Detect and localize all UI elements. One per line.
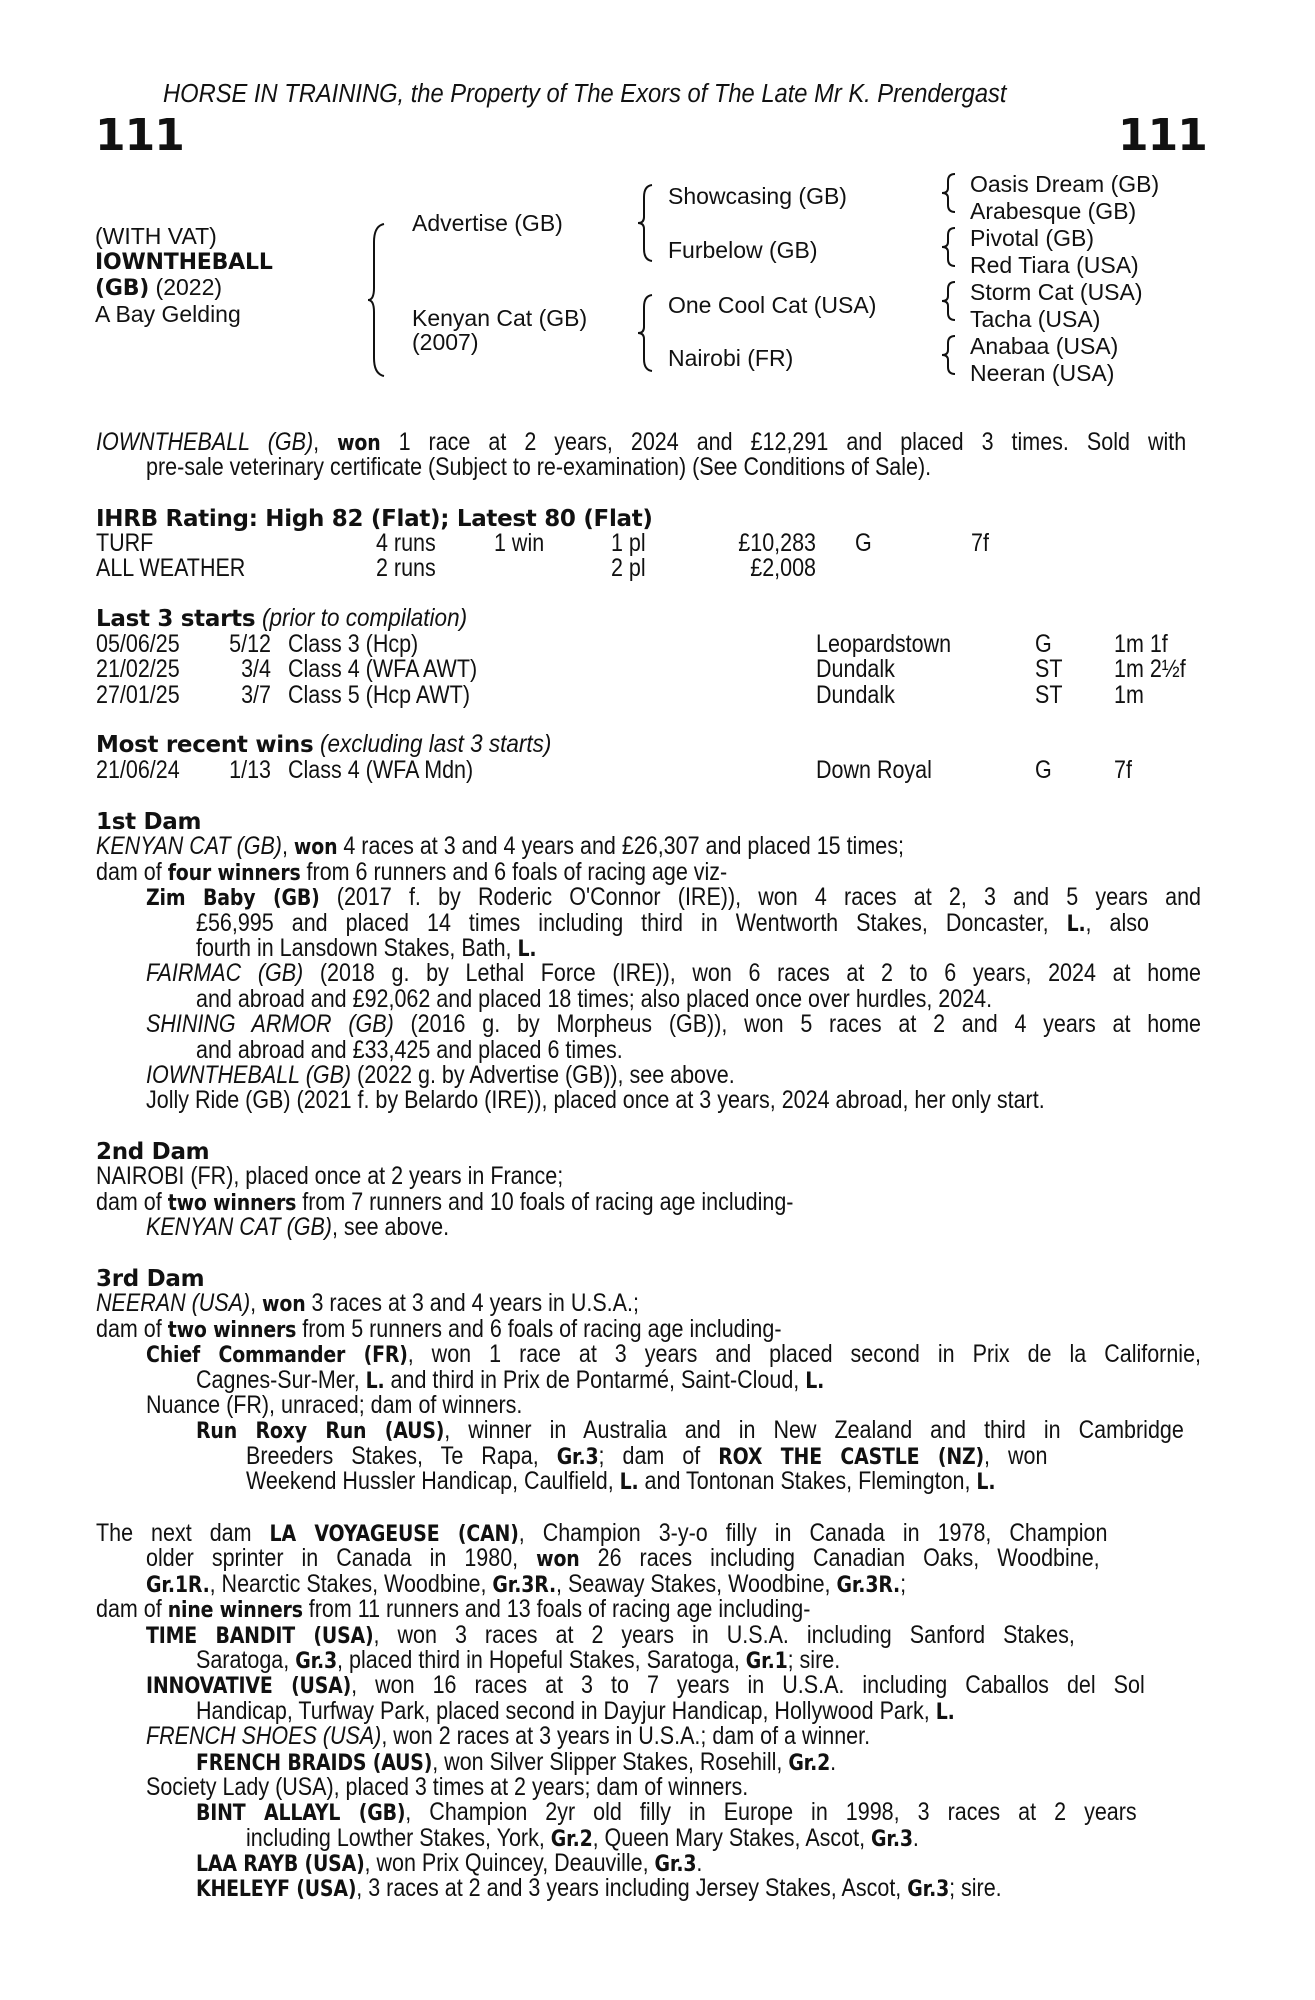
bold-text: Chief Commander (FR)	[146, 1343, 408, 1369]
italic-horse-name: FAIRMAC (GB)	[146, 959, 304, 988]
dam-text-line	[96, 857, 1201, 886]
pedigree-great-grandparents	[970, 171, 1159, 387]
bold-text: ROX THE CASTLE (NZ)	[718, 1444, 985, 1470]
dam-text-line	[96, 1342, 1201, 1367]
text-segment: from 11 runners and 13 foals of racing age including-	[302, 1595, 811, 1624]
text-segment: and third in Prix de Pontarmé, Saint-Cloud,	[384, 1365, 806, 1394]
pedigree-gg-8: Neeran (USA)	[970, 360, 1115, 386]
dam-text-line	[96, 961, 1201, 986]
bold-text: KHELEYF (USA)	[196, 1877, 357, 1903]
italic-horse-name: FRENCH SHOES (USA)	[146, 1722, 382, 1751]
text-segment: and Tontonan Stakes, Flemington,	[638, 1467, 977, 1496]
rating-surface: TURF	[96, 529, 154, 557]
bold-text: two winners	[167, 1190, 297, 1216]
rating-row	[96, 531, 1206, 556]
dam-text-line	[96, 1645, 1201, 1674]
pedigree-gg-1: Oasis Dream (GB)	[970, 171, 1160, 197]
text-segment: ,	[281, 832, 294, 861]
bold-text: Gr.3	[556, 1444, 599, 1470]
text-segment: , won 2 races at 3 years in U.S.A.; dam of a winner.	[381, 1722, 871, 1751]
rating-surface: ALL WEATHER	[96, 554, 246, 583]
bold-text: L.	[619, 1470, 639, 1496]
dam-text-line	[96, 1772, 1201, 1801]
text-segment: including Lowther Stakes, York,	[246, 1823, 551, 1852]
rating-table	[96, 531, 1206, 582]
last-starts-title: Last 3 starts	[96, 606, 256, 632]
text-segment: , won	[984, 1441, 1048, 1470]
rating-going: G	[855, 529, 872, 557]
dam-heading	[96, 1139, 1201, 1164]
rating-runs: 4 runs	[376, 529, 436, 557]
bold-text: FRENCH BRAIDS (AUS)	[196, 1750, 433, 1776]
rating-row	[96, 556, 1206, 581]
dam-text-line	[96, 1747, 1201, 1776]
rating-distance: 7f	[971, 529, 989, 557]
text-segment: NAIROBI (FR), placed once at 2 years in France;	[96, 1162, 564, 1191]
rating-heading: IHRB Rating: High 82 (Flat); Latest 80 (Flat)	[96, 506, 653, 532]
bold-text: Gr.1R.	[146, 1572, 210, 1598]
race-class: Class 5 (Hcp AWT)	[288, 680, 470, 709]
dam-text-line	[96, 1876, 1201, 1901]
recent-wins-note: (excluding last 3 starts)	[320, 730, 552, 758]
text-segment: (2018 g. by Lethal Force (IRE)), won 6 races at 2 to 6 years, 2024 at home	[303, 959, 1202, 988]
dam-text-line	[96, 1164, 1201, 1189]
race-class: Class 4 (WFA Mdn)	[288, 756, 474, 784]
bold-text: Gr.3	[654, 1852, 697, 1878]
pedigree-brace-main	[366, 222, 390, 378]
text-segment: , won 16 races at 3 to 7 years in U.S.A. including Caballos del Sol	[351, 1671, 1145, 1700]
text-segment: (2016 g. by Morpheus (GB)), won 5 races at 2 and 4 years at home	[393, 1010, 1202, 1039]
race-distance: 7f	[1114, 756, 1132, 784]
text-segment: ; dam of	[598, 1441, 719, 1470]
race-distance: 1m 1f	[1114, 630, 1168, 658]
text-segment: ; sire.	[949, 1874, 1002, 1903]
dam-text-line	[96, 1418, 1201, 1443]
dam-text-line	[96, 1724, 1201, 1749]
bold-text: L.	[805, 1368, 825, 1394]
text-segment: , won Prix Quincey, Deauville,	[364, 1849, 655, 1878]
pedigree-dam	[412, 306, 587, 354]
dam-text-line	[96, 1187, 1201, 1216]
horse-name: IOWNTHEBALL	[95, 249, 273, 275]
dam-text-line	[96, 1521, 1201, 1546]
dam-text-line	[96, 1390, 1201, 1419]
dam-section-2nd	[96, 1139, 1201, 1241]
dam-text-line	[96, 1569, 1201, 1598]
text-segment: and abroad and £92,062 and placed 18 times; also placed once over hurdles, 2024.	[196, 984, 993, 1013]
text-segment: dam of	[96, 857, 168, 886]
text-segment: , placed third in Hopeful Stakes, Saratoga,	[337, 1645, 746, 1674]
rating-section	[96, 506, 653, 531]
recent-wins-table	[96, 758, 1206, 783]
bold-text: won	[337, 431, 381, 456]
rating-runs: 2 runs	[376, 554, 436, 583]
bold-text: Run Roxy Run (AUS)	[196, 1419, 445, 1445]
text-segment: Nuance (FR), unraced; dam of winners.	[146, 1390, 523, 1419]
rating-prize: £2,008	[750, 554, 816, 583]
bold-text: four winners	[167, 860, 301, 886]
dam-text-line	[96, 1035, 1201, 1064]
rating-prize: £10,283	[738, 529, 816, 557]
italic-horse-name: KENYAN CAT (GB)	[96, 832, 282, 861]
recent-wins-heading	[96, 732, 577, 758]
pedigree-gg-2: Arabesque (GB)	[970, 198, 1137, 224]
text-segment: , Seaway Stakes, Woodbine,	[556, 1569, 837, 1598]
rating-wins: 1 win	[494, 529, 545, 557]
dam-text-line	[96, 1800, 1201, 1825]
dam-text-line	[96, 1823, 1201, 1852]
race-class: Class 3 (Hcp)	[288, 630, 419, 658]
text-segment: , winner in Australia and in New Zealand and third in Cambridge	[444, 1416, 1184, 1445]
dam-text-line	[96, 1365, 1201, 1394]
dam-heading	[96, 1266, 1201, 1291]
bold-text: Gr.3R.	[836, 1572, 901, 1598]
race-course: Dundalk	[816, 680, 895, 709]
dam-text-line	[96, 1469, 1201, 1494]
text-segment: and abroad and £33,425 and placed 6 times.	[196, 1035, 623, 1064]
pedigree-gg-4: Red Tiara (USA)	[970, 252, 1139, 278]
race-class: Class 4 (WFA AWT)	[288, 655, 478, 684]
text-segment: Society Lady (USA), placed 3 times at 2 years; dam of winners.	[146, 1772, 749, 1801]
pedigree-grandparent-4: Nairobi (FR)	[668, 345, 794, 371]
race-date: 21/02/25	[96, 655, 180, 684]
bold-text: LAA RAYB (USA)	[196, 1852, 365, 1878]
rating-placed: 1 pl	[611, 529, 646, 557]
bold-text: BINT ALLAYL (GB)	[196, 1801, 406, 1827]
dam-text-line	[96, 1291, 1201, 1316]
text-segment: (2022 g. by Advertise (GB)), see above.	[351, 1060, 735, 1089]
dam-text-line	[96, 1620, 1201, 1649]
italic-horse-name: IOWNTHEBALL (GB)	[96, 428, 314, 456]
text-segment: , won 3 races at 2 years in U.S.A. including Sanford Stakes,	[373, 1620, 1075, 1649]
bold-text: Gr.3	[295, 1648, 338, 1674]
text-segment: ,	[250, 1289, 263, 1318]
dam-text-line	[96, 1546, 1201, 1571]
bold-text: two winners	[167, 1317, 297, 1343]
text-segment: ,	[313, 428, 338, 456]
pedigree-sire: Advertise (GB)	[412, 210, 563, 236]
last-starts-heading	[96, 606, 490, 632]
summary-line	[96, 455, 1201, 480]
text-segment: Handicap, Turfway Park, placed second in Dayjur Handicap, Hollywood Park,	[196, 1696, 936, 1725]
text-segment: 4 races at 3 and 4 years and £26,307 and placed 15 times;	[337, 832, 904, 861]
race-row	[96, 758, 1206, 783]
text-segment: , won Silver Slipper Stakes, Rosehill,	[432, 1747, 789, 1776]
text-segment: .	[696, 1849, 703, 1878]
text-segment: from 5 runners and 6 foals of racing age including-	[296, 1314, 782, 1343]
horse-country: (GB)	[95, 276, 150, 301]
pedigree-gg-7: Anabaa (USA)	[970, 333, 1119, 359]
text-segment: , won 1 race at 3 years and placed second in Prix de la Californie,	[407, 1340, 1202, 1369]
bold-text: L.	[976, 1470, 996, 1496]
text-segment: ; sire.	[787, 1645, 841, 1674]
race-position: 3/7	[241, 680, 271, 709]
dam-text-line	[96, 984, 1201, 1013]
text-segment: 1 race at 2 years, 2024 and £12,291 and placed 3 times. Sold with	[380, 428, 1187, 456]
dam-text-line	[96, 1673, 1201, 1698]
race-going: ST	[1035, 680, 1063, 709]
dam-text-line	[96, 1851, 1201, 1876]
bold-text: INNOVATIVE (USA)	[146, 1674, 352, 1700]
text-segment: 3 races at 3 and 4 years in U.S.A.;	[305, 1289, 639, 1318]
lot-number-right: 111	[1118, 110, 1207, 161]
pedigree-grandparent-1: Showcasing (GB)	[668, 183, 847, 209]
dam-text-line	[96, 1441, 1201, 1470]
text-segment: , Nearctic Stakes, Woodbine,	[209, 1569, 493, 1598]
race-course: Leopardstown	[816, 630, 952, 658]
race-course: Dundalk	[816, 655, 895, 684]
bold-text: TIME BANDIT (USA)	[146, 1623, 374, 1649]
text-segment: Jolly Ride (GB) (2021 f. by Belardo (IRE)), placed once at 3 years, 2024 abroad, her only start.	[146, 1086, 1045, 1115]
bold-text: Gr.3R.	[492, 1572, 557, 1598]
header-title-text: HORSE IN TRAINING, the Property of The Exors of The Late Mr K. Prendergast	[163, 80, 1007, 108]
text-segment: The next dam	[96, 1519, 270, 1547]
text-segment: dam of	[96, 1595, 168, 1624]
text-segment: £56,995 and placed 14 times including third in Wentworth Stakes, Doncaster,	[196, 908, 1067, 937]
text-segment: pre-sale veterinary certificate (Subject to re-examination) (See Conditions of Sale).	[146, 453, 932, 482]
dam-text-line	[96, 1012, 1201, 1037]
italic-horse-name: SHINING ARMOR (GB)	[146, 1010, 394, 1039]
race-going: ST	[1035, 655, 1063, 684]
text-segment: older sprinter in Canada in 1980,	[146, 1544, 537, 1573]
italic-horse-name: KENYAN CAT (GB)	[146, 1213, 332, 1242]
bold-text: L.	[517, 936, 537, 962]
catalogue-header-title	[163, 82, 1070, 107]
text-segment: fourth in Lansdown Stakes, Bath,	[196, 933, 518, 962]
dam-text-line	[96, 1088, 1201, 1113]
dam-text-line	[96, 1060, 1201, 1089]
dam-section-1st	[96, 809, 1201, 1114]
text-segment: from 6 runners and 6 foals of racing age viz-	[300, 857, 728, 886]
text-segment: .	[912, 1823, 919, 1852]
last-starts-table	[96, 632, 1206, 708]
race-distance: 1m 2½f	[1114, 655, 1186, 684]
race-position: 1/13	[229, 756, 271, 784]
pedigree-brace-gg2	[940, 226, 958, 268]
dam-heading-text: 2nd Dam	[96, 1139, 210, 1165]
text-segment: , Queen Mary Stakes, Ascot,	[592, 1823, 872, 1852]
dam-heading-text: 3rd Dam	[96, 1266, 205, 1292]
pedigree-gg-3: Pivotal (GB)	[970, 225, 1094, 251]
dam-heading-text: 1st Dam	[96, 809, 202, 835]
pedigree-gg-6: Tacha (USA)	[970, 306, 1101, 332]
dam-heading	[96, 809, 1201, 834]
text-segment: dam of	[96, 1187, 168, 1216]
text-segment: Weekend Hussler Handicap, Caulfield,	[246, 1467, 620, 1496]
bold-text: nine winners	[167, 1598, 303, 1624]
text-segment: ;	[900, 1569, 907, 1598]
race-row	[96, 680, 1206, 709]
race-row	[96, 657, 1206, 682]
bold-text: won	[262, 1292, 306, 1318]
text-segment: Saratoga,	[196, 1645, 296, 1674]
race-position: 5/12	[229, 630, 271, 658]
dam-text-line	[96, 908, 1201, 937]
pedigree-brace-dam	[636, 293, 656, 373]
bold-text: Gr.2	[550, 1826, 593, 1852]
race-date: 21/06/24	[96, 756, 180, 784]
bold-text: L.	[935, 1699, 955, 1725]
text-segment: , see above.	[331, 1213, 450, 1242]
pedigree-grandparent-2: Furbelow (GB)	[668, 237, 818, 263]
pedigree-brace-sire	[636, 183, 656, 263]
horse-identity	[95, 224, 273, 326]
recent-wins-title: Most recent wins	[96, 732, 314, 758]
dam-text-line	[96, 834, 1201, 859]
text-segment: .	[830, 1747, 837, 1776]
bold-text: L.	[1066, 911, 1086, 937]
lot-number-left: 111	[95, 110, 184, 161]
race-going: G	[1035, 756, 1052, 784]
bold-text: Gr.3	[907, 1877, 950, 1903]
bold-text: won	[536, 1547, 580, 1573]
race-course: Down Royal	[816, 756, 932, 784]
bold-text: LA VOYAGEUSE (CAN)	[269, 1522, 519, 1547]
text-segment: (2017 f. by Roderic O'Connor (IRE)), won 4 races at 2, 3 and 5 years and	[319, 883, 1202, 912]
vat-label: (WITH VAT)	[95, 223, 217, 249]
text-segment: , Champion 2yr old filly in Europe in 1998, 3 races at 2 years	[405, 1798, 1137, 1827]
dam-text-line	[96, 1215, 1201, 1240]
text-segment: , Champion 3-y-o filly in Canada in 1978, Champion	[518, 1519, 1108, 1547]
text-segment: , also	[1085, 908, 1149, 937]
text-segment: from 7 runners and 10 foals of racing age including-	[296, 1187, 794, 1216]
dam-text-line	[96, 885, 1201, 910]
text-segment: 26 races including Canadian Oaks, Woodbine,	[579, 1544, 1100, 1573]
dam-text-line	[96, 1314, 1201, 1343]
last-starts-note: (prior to compilation)	[262, 604, 468, 632]
summary-line	[96, 430, 1201, 455]
dam-section-next	[96, 1521, 1201, 1902]
text-segment: , 3 races at 2 and 3 years including Jersey Stakes, Ascot,	[356, 1874, 908, 1903]
bold-text: L.	[365, 1368, 385, 1394]
text-segment: Breeders Stakes, Te Rapa,	[246, 1441, 557, 1470]
pedigree-dam-year: (2007)	[412, 329, 479, 355]
horse-description: A Bay Gelding	[95, 300, 241, 327]
pedigree-dam-name: Kenyan Cat (GB)	[412, 305, 588, 331]
pedigree-grandparent-3: One Cool Cat (USA)	[668, 292, 877, 318]
rating-placed: 2 pl	[611, 554, 646, 583]
bold-text: won	[293, 835, 338, 861]
bold-text: Gr.2	[788, 1750, 831, 1776]
dam-text-line	[96, 933, 1201, 962]
dam-section-3rd	[96, 1266, 1201, 1495]
text-segment: Cagnes-Sur-Mer,	[196, 1365, 366, 1394]
race-row	[96, 632, 1206, 657]
italic-horse-name: IOWNTHEBALL (GB)	[146, 1060, 352, 1089]
italic-horse-name: NEERAN (USA)	[96, 1289, 251, 1318]
race-going: G	[1035, 630, 1052, 658]
race-date: 27/01/25	[96, 680, 180, 709]
race-record-summary	[96, 430, 1201, 481]
dam-text-line	[96, 1696, 1201, 1725]
race-position: 3/4	[241, 655, 271, 684]
pedigree-brace-gg4	[940, 334, 958, 376]
text-segment: dam of	[96, 1314, 168, 1343]
horse-year: (2022)	[155, 274, 223, 300]
pedigree-brace-gg1	[940, 172, 958, 214]
dam-text-line	[96, 1597, 1201, 1622]
bold-text: Zim Baby (GB)	[146, 886, 320, 912]
bold-text: Gr.3	[871, 1826, 913, 1852]
race-distance: 1m	[1114, 680, 1144, 709]
pedigree-gg-5: Storm Cat (USA)	[970, 279, 1143, 305]
bold-text: Gr.1	[745, 1648, 788, 1674]
race-date: 05/06/25	[96, 630, 180, 658]
pedigree-brace-gg3	[940, 280, 958, 322]
